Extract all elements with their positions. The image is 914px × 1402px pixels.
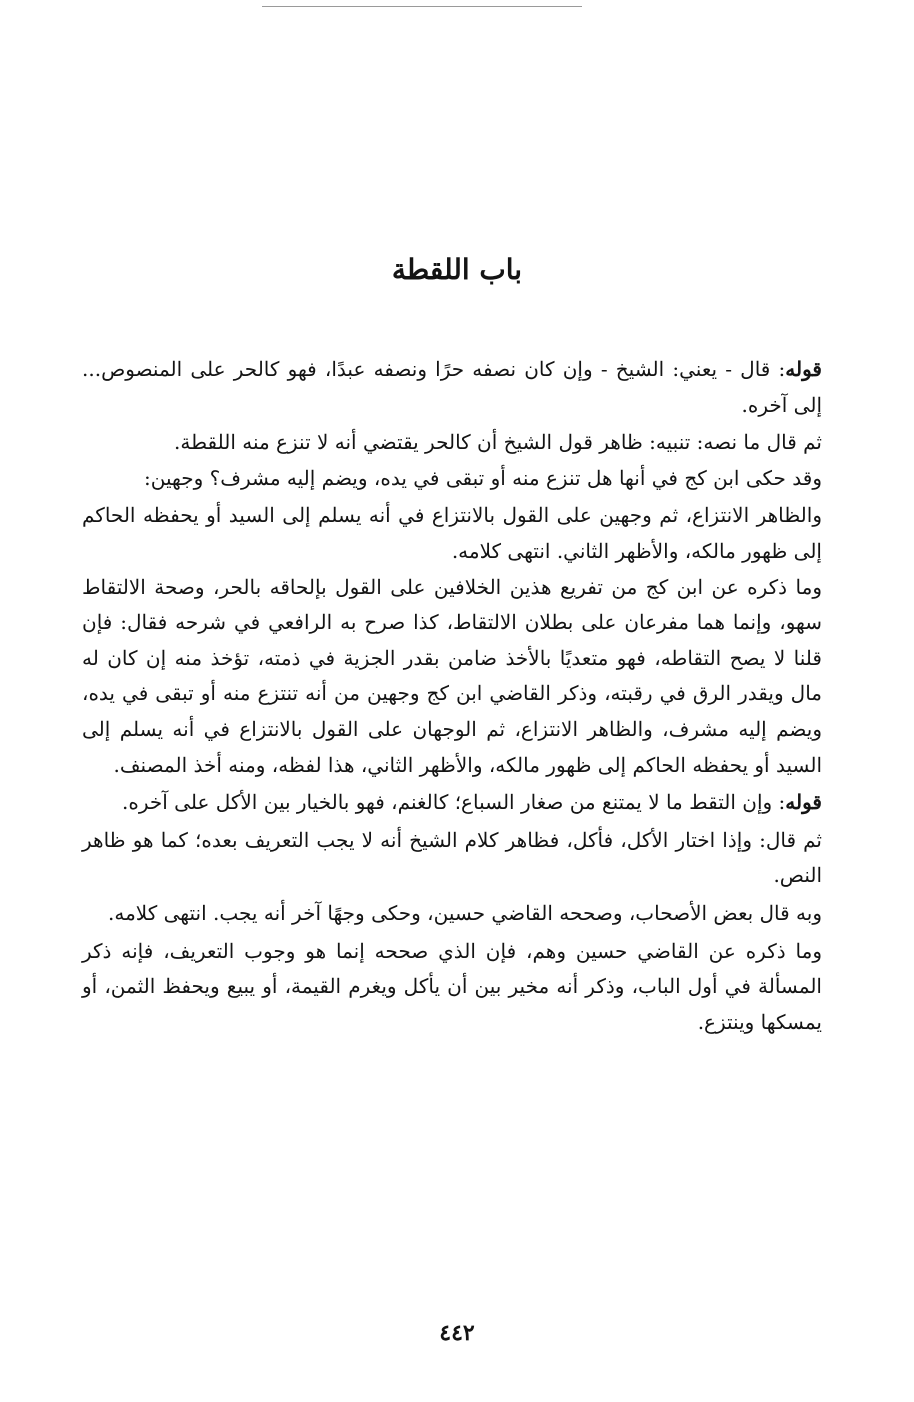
chapter-title: باب اللقطة <box>391 253 523 286</box>
paragraph <box>82 461 822 497</box>
paragraph <box>82 934 822 1041</box>
paragraph-lead: قوله <box>785 357 822 381</box>
body-text <box>82 352 822 1040</box>
paragraph <box>82 425 822 461</box>
paragraph <box>82 352 822 423</box>
paragraph-text: والظاهر الانتزاع، ثم وجهين على القول بالانتزاع في أنه يسلم إلى السيد أو يحفظه الحاكم إلى ظهور مالكه، والأظهر الثاني. انتهى كلامه. <box>82 503 822 563</box>
paragraph-text: وبه قال بعض الأصحاب، وصححه القاضي حسين، وحكى وجهًا آخر أنه يجب. انتهى كلامه. <box>108 900 822 925</box>
paragraph <box>82 896 822 932</box>
page-number: ٤٤٢ <box>439 1320 475 1346</box>
paragraph-text: وما ذكره عن ابن كج من تفريع هذين الخلافين على القول بإلحاقه بالحر، وصحة الالتقاط سهو، وإنما هما مفرعان على بطلان الالتقاط، كذا صرح به الرافعي في شرحه فقال: فإن قلنا لا يصح التقاطه، فهو متعديًا بالأخذ ضامن بقدر الجزية في ذمته، تؤخذ منه إن كان له مال ويقدر الرق في رقبته، وذكر القاضي ابن كج وجهين من أنه تنتزع منه أو تبقى في يده، ويضم إليه مشرف، والظاهر الانتزاع، ثم الوجهان على القول بالانتزاع في أنه يسلم إلى السيد أو يحفظه الحاكم إلى ظهور مالكه، والأظهر الثاني، هذا لفظه، ومنه أخذ المصنف. <box>82 574 822 777</box>
paragraph-lead: قوله <box>785 790 822 815</box>
paragraph-text: ثم قال: وإذا اختار الأكل، فأكل، فظاهر كلام الشيخ أنه لا يجب التعريف بعده؛ كما هو ظاهر النص. <box>82 827 822 888</box>
paragraph <box>82 823 822 894</box>
paragraph-text: وما ذكره عن القاضي حسين وهم، فإن الذي صححه إنما هو وجوب التعريف، فإنه ذكر المسألة في أول الباب، وذكر أنه مخير بين أن يأكل ويغرم القيمة، أو يبيع ويحفظ الثمن، أو يمسكها وينتزع. <box>82 938 822 1034</box>
paragraph <box>82 570 822 784</box>
paragraph-text: : قال - يعني: الشيخ - وإن كان نصفه حرًا ونصفه عبدًا، فهو كالحر على المنصوص... إلى آخره. <box>82 357 822 417</box>
paragraph-text: ثم قال ما نصه: تنبيه: ظاهر قول الشيخ أن كالحر يقتضي أنه لا تنزع منه اللقطة. <box>174 430 822 455</box>
paragraph-text: وقد حكى ابن كج في أنها هل تنزع منه أو تبقى في يده، ويضم إليه مشرف؟ وجهين: <box>144 465 822 490</box>
paragraph-text: : وإن التقط ما لا يمتنع من صغار السباع؛ كالغنم، فهو بالخيار بين الأكل على آخره. <box>122 790 786 815</box>
paragraph <box>82 785 822 821</box>
paragraph <box>82 498 822 569</box>
top-rule <box>262 6 582 7</box>
